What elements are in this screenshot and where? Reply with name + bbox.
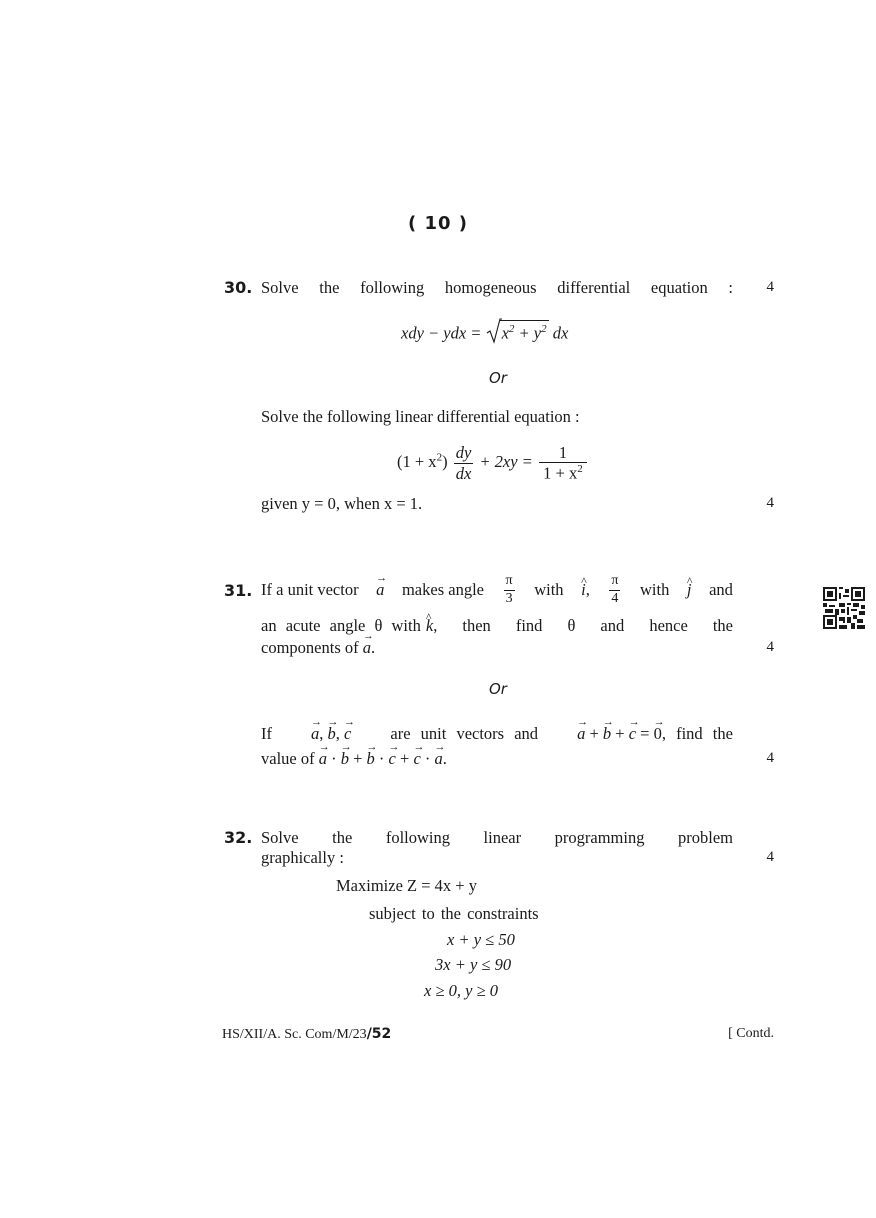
question-30-text: Solve the following homogeneous differential equation :: [261, 278, 733, 297]
objective-function: Maximize Z = 4x + y: [336, 876, 477, 895]
question-30-equation: xdy − ydx = $x^2 + y^2$ dx: [401, 320, 568, 344]
square-root: $x^2 + y^2$: [486, 320, 549, 344]
continued-label: [ Contd.: [728, 1026, 774, 1041]
constraints-heading: subject to the constraints: [369, 904, 539, 923]
question-number-31: 31.: [224, 581, 253, 600]
paper-code: HS/XII/A. Sc. Com/M/23/52: [222, 1026, 392, 1042]
or-separator-30: Or: [489, 369, 507, 387]
question-31-marks: 4: [766, 639, 774, 655]
question-30-given: given y = 0, when x = 1.: [261, 494, 423, 513]
question-30-alt-text: Solve the following linear differential equation :: [261, 407, 580, 426]
question-30-alt-marks: 4: [766, 495, 774, 511]
question-31-line-2: an acute angle θ with ^ k, then find θ and hence the: [261, 615, 733, 637]
or-separator-31: Or: [489, 680, 507, 698]
question-32-marks: 4: [766, 849, 774, 865]
qr-code-icon: [823, 587, 865, 629]
question-32-line-2: graphically :: [261, 848, 344, 867]
question-31-alt-marks: 4: [766, 750, 774, 766]
question-31-alt-line-1: If → a, → b, → c are unit vectors and → a + → b + → c = → 0, find the: [261, 723, 733, 745]
page-number: ( 10 ): [407, 213, 469, 234]
question-30-alt-equation: $(1 + x^2)$ $\frac{dy}{dx}$ + 2xy = $\frac{1}{1 + x^2}$: [397, 444, 589, 482]
question-31-alt-line-2: value of → a · → b + → b · → c + → c · → a.: [261, 748, 733, 770]
constraint-3: x ≥ 0, y ≥ 0: [424, 981, 499, 1000]
question-number-30: 30.: [224, 278, 253, 297]
question-32-line-1: Solve the following linear programming problem: [261, 828, 733, 847]
question-31-line-1: If a unit vector → a makes angle $\frac{\pi}{3}$ with ^ i, $\frac{\pi}{4}$ with ^ j and: [261, 572, 733, 608]
question-31-line-3: components of → a.: [261, 637, 733, 659]
question-30-marks: 4: [766, 279, 774, 295]
question-number-32: 32.: [224, 828, 253, 847]
constraint-1: x + y ≤ 50: [447, 930, 515, 949]
constraint-2: 3x + y ≤ 90: [435, 955, 512, 974]
